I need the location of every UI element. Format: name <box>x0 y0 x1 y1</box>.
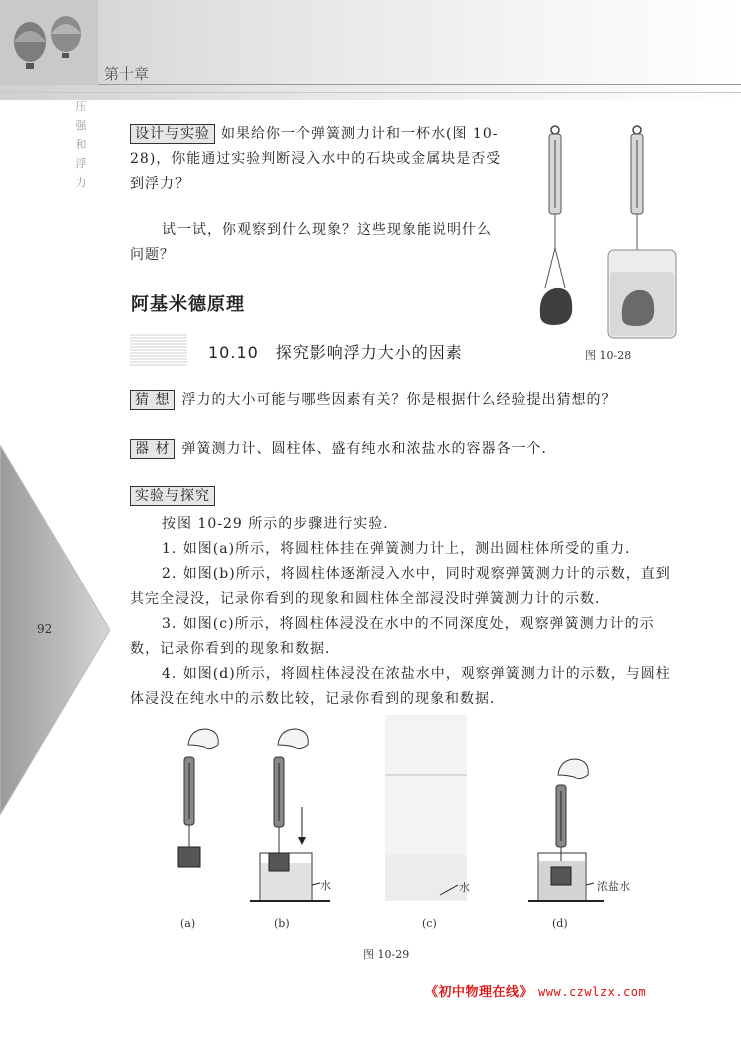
figure-10-29-caption: 图 10-29 <box>363 948 410 961</box>
side-title-char: 强 <box>75 119 87 132</box>
section-marker-bar <box>130 334 187 366</box>
figure-10-28-caption: 图 10-28 <box>585 349 632 362</box>
figure-10-28 <box>530 120 680 345</box>
figure-d-label: (d) <box>552 917 568 930</box>
header-band <box>0 0 741 100</box>
figure-d <box>528 759 604 901</box>
footer-link[interactable] <box>425 981 646 1000</box>
water-label-c: 水 <box>459 881 470 894</box>
header-rule-secondary <box>0 92 741 93</box>
side-title-char: 压 <box>75 100 87 113</box>
side-chapter-title <box>74 97 88 192</box>
equipment-text: 弹簧测力计、圆柱体、盛有纯水和浓盐水的容器各一个． <box>181 441 557 457</box>
balloon-photo <box>0 0 98 85</box>
experiment-steps <box>130 512 680 712</box>
guess-text: 浮力的大小可能与哪些因素有关？你是根据什么经验提出猜想的？ <box>181 392 617 408</box>
header-rule <box>98 84 741 85</box>
explore-label: 实验与探究 <box>130 486 215 506</box>
figure-c-label: (c) <box>422 917 437 930</box>
design-text: 如果给你一个弹簧测力计和一杯水(图 10-28)，你能通过实验判断浸入水中的石块或金属块是否受到浮力？ <box>130 126 502 192</box>
step-2: 2. 如图(b)所示，将圆柱体逐渐浸入水中，同时观察弹簧测力计的示数，直到其完全浸没，记录你看到的现象和圆柱体全部浸没时弹簧测力计的示数． <box>130 566 671 607</box>
section-title: 阿基米德原理 <box>131 294 245 315</box>
sub-section-title: 10.10 探究影响浮力大小的因素 <box>208 343 463 362</box>
salt-water-label: 浓盐水 <box>597 880 630 893</box>
footer-site-name[interactable]: 《初中物理在线》 <box>425 985 534 1000</box>
explore-label-row <box>130 484 221 509</box>
figure-c <box>385 715 467 901</box>
step-3: 3. 如图(c)所示，将圆柱体浸没在水中的不同深度处，观察弹簧测力计的示数，记录你看到的现象和数据． <box>130 616 655 657</box>
figure-a <box>178 729 218 867</box>
chapter-label: 第十章 <box>104 65 150 83</box>
figure-a-label: (a) <box>180 917 196 930</box>
guess-paragraph <box>130 388 700 413</box>
equipment-label: 器 材 <box>130 439 175 459</box>
guess-label: 猜 想 <box>130 390 175 410</box>
footer-url[interactable]: www.czwlzx.com <box>538 985 647 999</box>
try-paragraph: 试一试，你观察到什么现象？这些现象能说明什么问题？ <box>130 222 492 263</box>
design-label: 设计与实验 <box>130 124 215 144</box>
side-title-char: 力 <box>75 176 87 189</box>
side-title-char: 浮 <box>75 157 87 170</box>
water-label-b: 水 <box>320 879 331 892</box>
step-intro: 按图 10-29 所示的步骤进行实验． <box>162 516 399 532</box>
equipment-paragraph <box>130 437 700 462</box>
side-title-char: 和 <box>75 138 87 151</box>
page-edge-wedge <box>0 445 110 815</box>
step-4: 4. 如图(d)所示，将圆柱体浸没在浓盐水中，观察弹簧测力计的示数，与圆柱体浸没在纯水中的示数比较，记录你看到的现象和数据． <box>130 666 671 707</box>
figure-b-label: (b) <box>274 917 290 930</box>
figure-10-29 <box>160 715 660 915</box>
page-number: 92 <box>37 622 53 636</box>
step-1: 1. 如图(a)所示，将圆柱体挂在弹簧测力计上，测出圆柱体所受的重力． <box>162 541 641 557</box>
figure-b <box>250 729 330 901</box>
design-paragraph <box>130 122 505 197</box>
